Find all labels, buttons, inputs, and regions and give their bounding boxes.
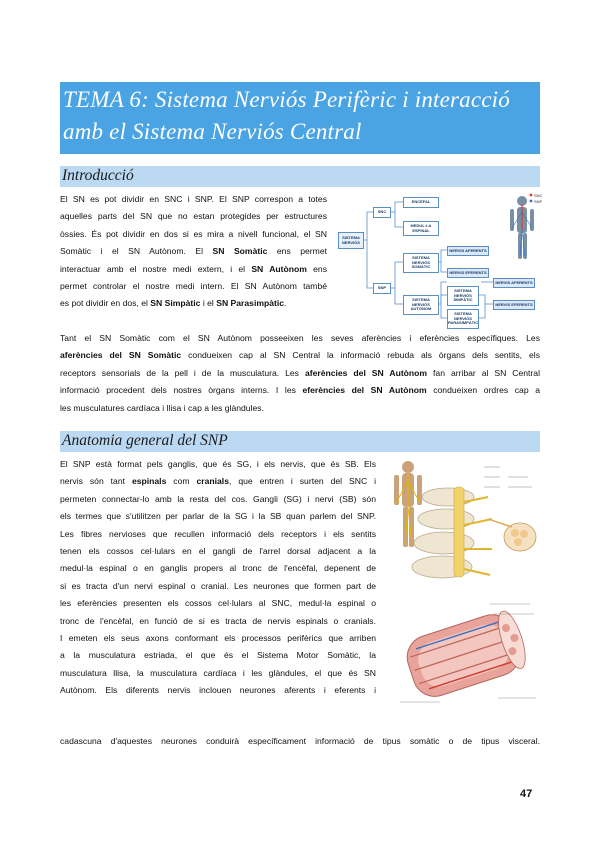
diagram-node-somatic: SISTEMA NERVIÓS SOMÀTIC: [403, 253, 439, 273]
term-aferencies-somatic: aferències del SN Somàtic: [60, 350, 182, 361]
text-line: I emeten els seus axons conformant els processos perifèrics que arriben: [60, 632, 376, 643]
nervous-system-diagram: [335, 190, 542, 330]
text-run: es pot dividir en dos, el: [60, 298, 151, 309]
nerve-cross-section-illustration: [390, 590, 540, 718]
text-run: , que entren i surten del SNC i: [228, 476, 376, 487]
diagram-node-autonom: SISTEMA NERVIÓS AUTÒNOM: [403, 295, 439, 315]
diagram-node-encefal: ENCÈFAL: [403, 197, 439, 208]
text-run: condueixen cap al SN Central la informació rebuda als òrgans dels sentits, els: [181, 350, 540, 361]
text-line: tenen els cossos cel·lulars en el gangli de l'arrel dorsal adjacent a la: [60, 545, 376, 556]
diagram-node-aferents-autonom: NERVIS AFERENTS: [493, 278, 535, 288]
text-run: i el: [200, 298, 217, 309]
text-run: interactuar amb el nostre medi extern, i el: [60, 263, 252, 274]
section-heading-anatomy-bar: [60, 431, 540, 452]
diagram-node-simpatic: SISTEMA NERVIÓS SIMPÀTIC: [447, 286, 479, 306]
text-run: receptors sensorials de la pell i de la musculatura. Les: [60, 367, 305, 378]
text-line: les eferències presenten els cossos cel·lulars al SNC, medul·la espinal o: [60, 598, 376, 609]
term-sn-somatic: SN Somàtic: [212, 246, 268, 257]
diagram-node-eferents-somatic: NERVIS EFERENTS: [447, 268, 489, 278]
text-line: les musculatures cardíaca i llisa i cap a les glàndules.: [60, 402, 264, 413]
term-sn-simpatic: SN Simpàtic: [150, 298, 201, 309]
term-espinals: espinals: [131, 476, 167, 487]
section-heading-intro: Introducció: [62, 167, 134, 184]
afferents-paragraph: [60, 330, 540, 417]
text-line: els termes que s'utilitzen per parlar de la SG i la SB quan parlem del SNP.: [60, 511, 376, 522]
text-line: [60, 295, 327, 312]
term-eferencies-autonom: eferències del SN Autònom: [302, 385, 427, 396]
text-line: musculatura llisa, la musculatura cardíaca i les glàndules, el que és SN: [60, 667, 376, 678]
text-run: Somàtic i el SN Autònom. El: [60, 246, 213, 257]
diagram-node-snc: SNC: [373, 207, 391, 218]
legend-snc: SNC: [534, 193, 543, 198]
term-sn-parasimpatic: SN Parasimpàtic: [216, 298, 285, 309]
text-line: [60, 347, 540, 364]
text-line: [60, 243, 327, 260]
text-run: ens: [306, 263, 327, 274]
chapter-title-banner: [60, 82, 540, 154]
text-line: cadascuna d'aquestes neurones conduirà específicament informació de tipus somàtic o de tipus visceral.: [60, 736, 540, 746]
text-line: medul·la espinal o en ganglis propers al tronc de l'encèfal, depenent de: [60, 563, 376, 574]
anatomy-paragraph-last-line: [60, 733, 540, 750]
text-line: permet controlar el nostre medi intern. El SN Autònom també: [60, 280, 327, 291]
text-line: Tant el SN Somàtic com el SN Autònom posseeixen les seves aferències i eferències específiques. Les: [60, 333, 540, 343]
legend-snp: SNP: [534, 199, 543, 204]
text-line: tronc de l'encèfal, en funció de si es tracta de nervis espinals o cranials.: [60, 615, 376, 626]
term-sn-autonom: SN Autònom: [251, 263, 307, 274]
text-line: aquelles parts del SN que no estan protegides per estructures: [60, 211, 327, 222]
text-line: [60, 261, 327, 278]
text-line: òssies. És pot dividir en dos si es mira a nivell funcional, el SN: [60, 228, 327, 239]
text-run: fan arribar al SN Central: [427, 367, 540, 378]
text-line: permeten connectar-lo amb la resta del cos. Gangli (SG) i nervi (SB) són: [60, 493, 376, 504]
nerve-cross-section-drawing: [390, 590, 540, 718]
text-line: a la musculatura estriada, el que és el Sistema Motor Somàtic, la: [60, 650, 376, 661]
text-line: Autònom. Els diferents nervis inclouen neurones aferents i eferents i: [60, 685, 376, 696]
diagram-node-aferents-somatic: NERVIS AFERENTS: [447, 246, 489, 256]
term-cranials: cranials: [196, 476, 229, 487]
chapter-title-line-2: amb el Sistema Nerviós Central: [63, 119, 362, 144]
text-line: El SNP està format pels ganglis, que és SG, i els nervis, que és SB. Els: [60, 459, 376, 469]
text-run: com: [166, 476, 197, 487]
text-run: .: [284, 298, 287, 309]
section-heading-intro-bar: [60, 166, 540, 187]
spinal-cord-illustration: [388, 457, 540, 581]
diagram-node-medulla: MEDUL·LA ESPINAL: [403, 221, 439, 236]
diagram-node-parasimpatic: SISTEMA NERVIÓS PARASIMPÀTIC: [447, 309, 479, 329]
diagram-node-root: SISTEMA NERVIÓS: [338, 232, 364, 249]
section-heading-anatomy: Anatomia general del SNP: [62, 432, 228, 449]
text-line: [60, 382, 540, 399]
page-number: 47: [520, 788, 533, 800]
chapter-title-line-1: TEMA 6: Sistema Nerviós Perifèric i interacció: [63, 87, 510, 112]
text-run: ens permet: [267, 246, 327, 257]
text-run: informació procedent dels nostres òrgans interns. I les: [60, 385, 303, 396]
anatomy-paragraph: [60, 456, 376, 699]
text-run: condueixen ordres cap a: [426, 385, 540, 396]
text-run: nervis són tant: [60, 476, 132, 487]
text-line: si es tracta d'un nervi espinal o cranial. Les neurones que formen part de: [60, 580, 376, 591]
text-line: [60, 473, 376, 490]
intro-paragraph: [60, 191, 327, 313]
diagram-node-snp: SNP: [373, 283, 391, 294]
text-line: Les fibres nervioses que recullen informació dels receptors i els sentits: [60, 528, 376, 539]
chapter-title: [63, 84, 536, 148]
term-aferencies-autonom: aferències del SN Autònom: [304, 367, 428, 378]
text-line: El SN es pot dividir en SNC i SNP. El SNP correspon a totes: [60, 194, 327, 204]
text-line: [60, 365, 540, 382]
diagram-node-eferents-autonom: NERVIS EFERENTS: [493, 300, 535, 310]
spinal-cord-drawing: [388, 457, 540, 581]
